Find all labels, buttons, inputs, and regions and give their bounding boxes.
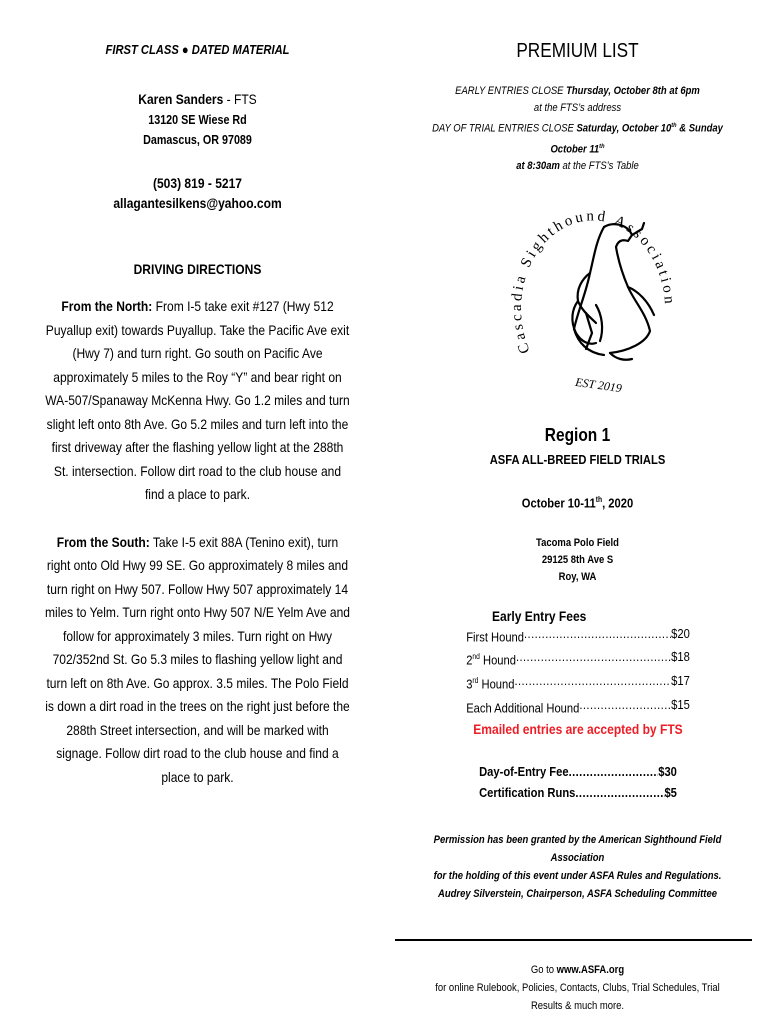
event-date	[421, 495, 735, 510]
north-label: From the North:	[61, 298, 153, 314]
fee-row: First Hound ..... $20	[466, 624, 690, 648]
fee-row: 3rd Hound ..... $17	[466, 671, 690, 695]
asfa-url-link[interactable]: www.ASFA.org	[556, 963, 625, 976]
first-class-header: FIRST CLASS ● DATED MATERIAL	[105, 42, 290, 57]
permission-statement	[421, 831, 735, 903]
footer-goto	[421, 961, 735, 1015]
dot-location: at the FTS’s Table	[559, 160, 639, 173]
permission-line-1: Permission has been granted by the American Sighthound Field Association	[433, 833, 722, 864]
contact-email[interactable]: allagantesilkens@yahoo.com	[113, 195, 282, 211]
early-date: Thursday, October 8th at 6pm	[566, 85, 700, 97]
north-text: From I-5 take exit #127 (Hwy 512 Puyallup exit) towards Puyallup. Take the Pacific Ave exit (Hwy 7) and turn right. Go south on Pacific Ave approximately 5 miles to the Roy “Y” and bear right on WA-507/Spanaway McKenna Hwy. Go 1.2 miles and turn slight left onto 8th Ave. Go 5.2 miles and turn left into the first driveway after the flashing yellow light at the 288th St. intersection. Follow dirt road to the club house and find a place to park.	[45, 298, 350, 502]
dot-leader	[575, 782, 664, 803]
contact-name-suffix: - FTS	[223, 91, 257, 107]
dot-sup2: th	[599, 142, 605, 150]
driving-directions-heading: DRIVING DIRECTIONS	[133, 261, 262, 277]
venue-city: Roy, WA	[558, 570, 597, 583]
fee-row: Each Additional Hound ..... $15	[466, 695, 690, 719]
dot-prefix: DAY OF TRIAL ENTRIES CLOSE	[432, 122, 577, 135]
emailed-entries-note: Emailed entries are accepted by FTS	[472, 720, 683, 737]
divider-rule	[395, 939, 752, 941]
early-entry-fees	[466, 608, 690, 737]
contact-name-bold: Karen Sanders	[138, 91, 224, 107]
fee-amount: $18	[670, 649, 690, 665]
club-logo-svg	[478, 183, 678, 423]
right-column	[395, 38, 760, 1015]
south-label: From the South:	[56, 533, 150, 550]
south-text: Take I-5 exit 88A (Tenino exit), turn right onto Old Hwy 99 SE. Go approximately 8 miles and turn right on Hwy 507. Follow Hwy 507 approximately 14 miles to Yelm. Turn right onto Hwy 507 N/E Yelm Ave and follow for approximately 3 miles. Turn right on Hwy 702/352nd St. Go 5.3 miles to flashing yellow light and turn left on 8th Ave. Go approx. 3.5 miles. The Polo Field is down a dirt road in the trees on the right just before the 288th Street intersection, and will be marked with signage. Follow dirt road to the club house and find a place to park.	[45, 533, 350, 785]
dot-time: at 8:30am	[516, 160, 560, 173]
dot-day1: Saturday, October 10	[576, 122, 672, 135]
contact-street: 13120 SE Wiese Rd	[148, 113, 247, 127]
directions-south	[45, 531, 350, 790]
date-sup: th	[595, 495, 603, 505]
early-fees-title: Early Entry Fees	[491, 607, 586, 624]
dot-leader	[514, 671, 671, 695]
contact-name	[45, 91, 350, 107]
contact-city: Damascus, OR 97089	[143, 133, 252, 147]
dot-mid: & Sunday October 11	[550, 122, 723, 156]
directions-north	[45, 295, 350, 507]
fee-num: Each Additional	[465, 700, 543, 716]
fee-num: 2	[465, 652, 472, 668]
fee-row	[479, 782, 677, 803]
premium-list-title: PREMIUM LIST	[516, 40, 639, 62]
fee-amount: $5	[663, 784, 677, 800]
venue-name: Tacoma Polo Field	[536, 536, 619, 549]
early-prefix: EARLY ENTRIES CLOSE	[455, 85, 567, 97]
contact-phone: (503) 819 - 5217	[152, 175, 243, 191]
early-location: at the FTS’s address	[533, 102, 622, 114]
svg-text:Cascadia Sighthound Associatio	[508, 209, 676, 356]
permission-line-2: for the holding of this event under ASFA Rules and Regulations.	[433, 869, 722, 882]
date-year: , 2020	[602, 495, 634, 511]
fee-num: 3	[465, 676, 472, 692]
fee-row	[479, 761, 677, 782]
day-of-trial-line	[421, 117, 735, 158]
fee-label: Day-of-Entry Fee	[478, 763, 569, 779]
footer-tail: for online Rulebook, Policies, Contacts, Clubs, Trial Schedules, Trial Results & much more.	[435, 981, 720, 1012]
venue-block	[421, 535, 735, 586]
fee-num: First	[465, 628, 488, 644]
club-logo	[478, 183, 678, 423]
trials-subtitle: ASFA ALL-BREED FIELD TRIALS	[489, 452, 666, 468]
fee-amount: $15	[670, 697, 690, 713]
region-title: Region 1	[544, 425, 611, 446]
dot-leader	[568, 761, 658, 782]
venue-street: 29125 8th Ave S	[541, 553, 614, 566]
dot-leader	[523, 624, 670, 648]
dot-time-line	[421, 158, 735, 175]
logo-est-text: EST 2019	[573, 375, 623, 396]
day-of-fees	[479, 761, 677, 803]
fee-amount: $17	[670, 673, 690, 689]
date-main: October 10-11	[521, 495, 596, 511]
left-column	[20, 38, 375, 789]
early-entries-line	[421, 83, 735, 100]
dot-sup1: th	[671, 122, 677, 129]
fee-row: 2nd Hound ..... $18	[466, 647, 690, 671]
dot-leader	[579, 695, 671, 719]
dot-leader	[515, 647, 670, 671]
fee-amount: $20	[670, 625, 690, 641]
logo-arc-text: Cascadia Sighthound Association	[508, 208, 677, 356]
fee-label: Certification Runs	[478, 784, 575, 800]
fee-amount: $30	[657, 763, 677, 779]
permission-line-3: Audrey Silverstein, Chairperson, ASFA Scheduling Committee	[438, 887, 717, 900]
entries-closing-info	[421, 83, 735, 175]
goto-prefix: Go to	[530, 963, 557, 976]
